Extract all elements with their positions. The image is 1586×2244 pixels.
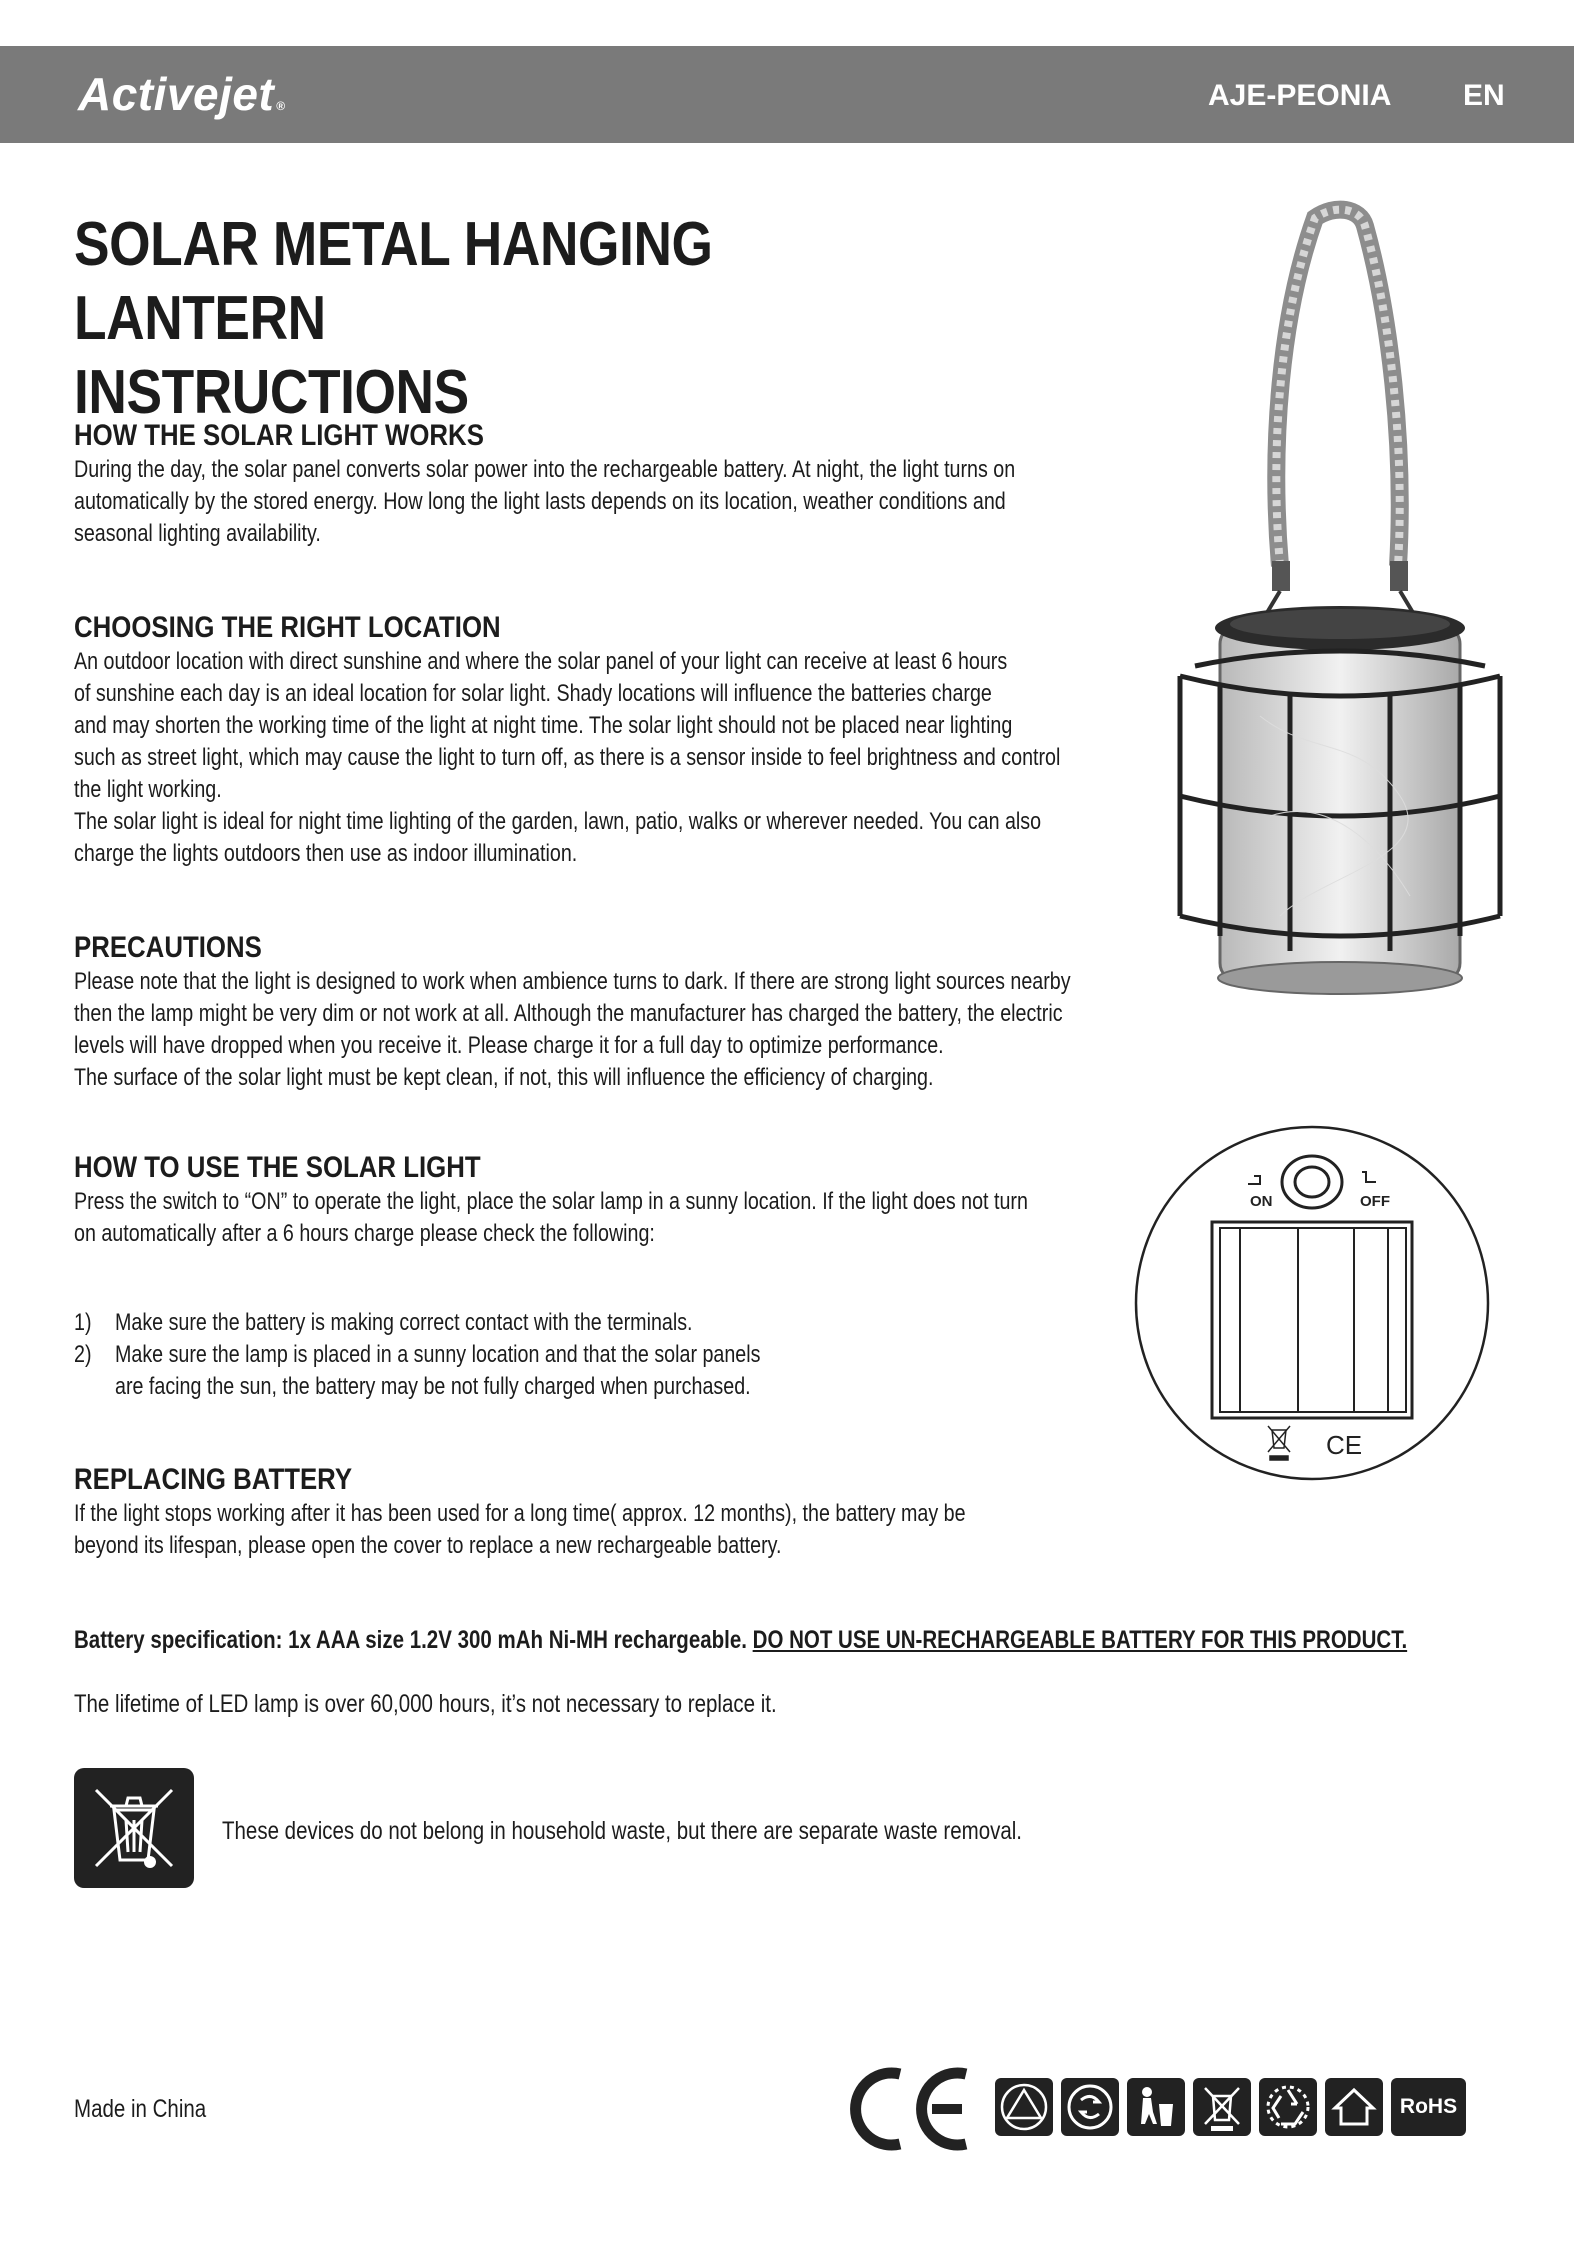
paragraph-line: beyond its lifespan, please open the cover to replace a new rechargeable battery.: [74, 1532, 782, 1559]
paragraph-line: of sunshine each day is an ideal location for solar light. Shady locations will influence the batteries charge: [74, 680, 992, 707]
rohs-icon: RoHS: [1391, 2078, 1466, 2136]
paragraph-line: The solar light is ideal for night time lighting of the garden, lawn, patio, walks or wherever needed. You can also: [74, 808, 1042, 835]
section-location: [74, 610, 1277, 870]
switch-on-label: ON: [1250, 1193, 1273, 1210]
list-item: 1) Make sure the battery is making correct contact with the terminals.: [74, 1309, 693, 1336]
made-in-label: Made in China: [74, 2095, 207, 2123]
paragraph-line: such as street light, which may cause the light to turn off, as there is a sensor inside to feel brightness and control: [74, 744, 1061, 771]
paragraph-line: Press the switch to “ON” to operate the light, place the solar lamp in a sunny location. If the light does not turn: [74, 1188, 1028, 1215]
paragraph-line: charge the lights outdoors then use as indoor illumination.: [74, 840, 578, 867]
list-item: 2) Make sure the lamp is placed in a sunny location and that the solar panels: [74, 1341, 761, 1368]
small-ce-mark: CE: [1326, 1430, 1363, 1460]
list-item-continuation: are facing the sun, the battery may be not fully charged when purchased.: [115, 1373, 751, 1400]
battery-compartment-diagram: [1130, 1124, 1495, 1482]
led-lifetime-note: The lifetime of LED lamp is over 60,000 hours, it’s not necessary to replace it.: [74, 1690, 777, 1718]
green-dot-icon: [1061, 2078, 1119, 2136]
paragraph-line: levels will have dropped when you receive it. Please charge it for a full day to optimize performance.: [74, 1032, 944, 1059]
section-heading: CHOOSING THE RIGHT LOCATION: [74, 611, 501, 644]
switch-off-label: OFF: [1360, 1193, 1390, 1210]
section-precautions: [74, 930, 1289, 1094]
paragraph-line: The surface of the solar light must be kept clean, if not, this will influence the efficiency of charging.: [74, 1064, 934, 1091]
paragraph-line: During the day, the solar panel converts solar power into the rechargeable battery. At night, the light turns on: [74, 456, 1016, 483]
header-bar: [0, 46, 1574, 143]
paragraph-line: An outdoor location with direct sunshine and where the solar panel of your light can receive at least 6 hours: [74, 648, 1008, 675]
section-replacing: [74, 1462, 1161, 1562]
section-usage: [74, 1150, 1237, 1250]
paragraph-line: seasonal lighting availability.: [74, 520, 321, 547]
certification-icons: [995, 2078, 1466, 2136]
section-heading: PRECAUTIONS: [74, 931, 262, 964]
ce-mark-icon: [848, 2066, 974, 2152]
battery-specification: Battery specification: 1x AAA size 1.2V 300 mAh Ni-MH rechargeable. DO NOT USE UN-RECHARGEABLE BATTERY FOR THIS PRODUCT.: [74, 1626, 1408, 1654]
paragraph-line: and may shorten the working time of the light at night time. The solar light should not be placed near lighting: [74, 712, 1013, 739]
title-line-1: SOLAR METAL HANGING LANTERN: [74, 210, 713, 353]
recycle-icon: [1259, 2078, 1317, 2136]
paragraph-line: Please note that the light is designed to work when ambience turns to dark. If there are strong light sources nearby: [74, 968, 1071, 995]
weee-bin-small-icon: [1193, 2078, 1251, 2136]
paragraph-line: then the lamp might be very dim or not work at all. Although the manufacturer has charged the battery, the electric: [74, 1000, 1063, 1027]
tidyman-icon: [1127, 2078, 1185, 2136]
brand-logo: Activejet ®: [78, 68, 286, 120]
paragraph-line: on automatically after a 6 hours charge please check the following:: [74, 1220, 655, 1247]
section-heading: HOW TO USE THE SOLAR LIGHT: [74, 1151, 481, 1184]
triman-icon: [995, 2078, 1053, 2136]
paragraph-line: If the light stops working after it has been used for a long time( approx. 12 months), the battery may be: [74, 1500, 966, 1527]
battery-warning: DO NOT USE UN-RECHARGEABLE BATTERY FOR THIS PRODUCT.: [752, 1626, 1408, 1654]
lantern-illustration: [1160, 196, 1510, 996]
page-title: [74, 208, 900, 430]
paragraph-line: automatically by the stored energy. How long the light lasts depends on its location, weather conditions and: [74, 488, 1006, 515]
section-heading: REPLACING BATTERY: [74, 1463, 353, 1496]
check-list: [74, 1307, 911, 1403]
house-icon: [1325, 2078, 1383, 2136]
weee-note: These devices do not belong in household waste, but there are separate waste removal.: [222, 1817, 1022, 1845]
section-how-it-works: [74, 418, 1222, 550]
title-line-2: INSTRUCTIONS: [74, 358, 469, 427]
weee-bin-icon: [74, 1768, 194, 1888]
section-heading: HOW THE SOLAR LIGHT WORKS: [74, 419, 484, 452]
model-number: AJE-PEONIA: [1208, 79, 1392, 112]
language-code: EN: [1463, 79, 1505, 112]
paragraph-line: the light working.: [74, 776, 222, 803]
